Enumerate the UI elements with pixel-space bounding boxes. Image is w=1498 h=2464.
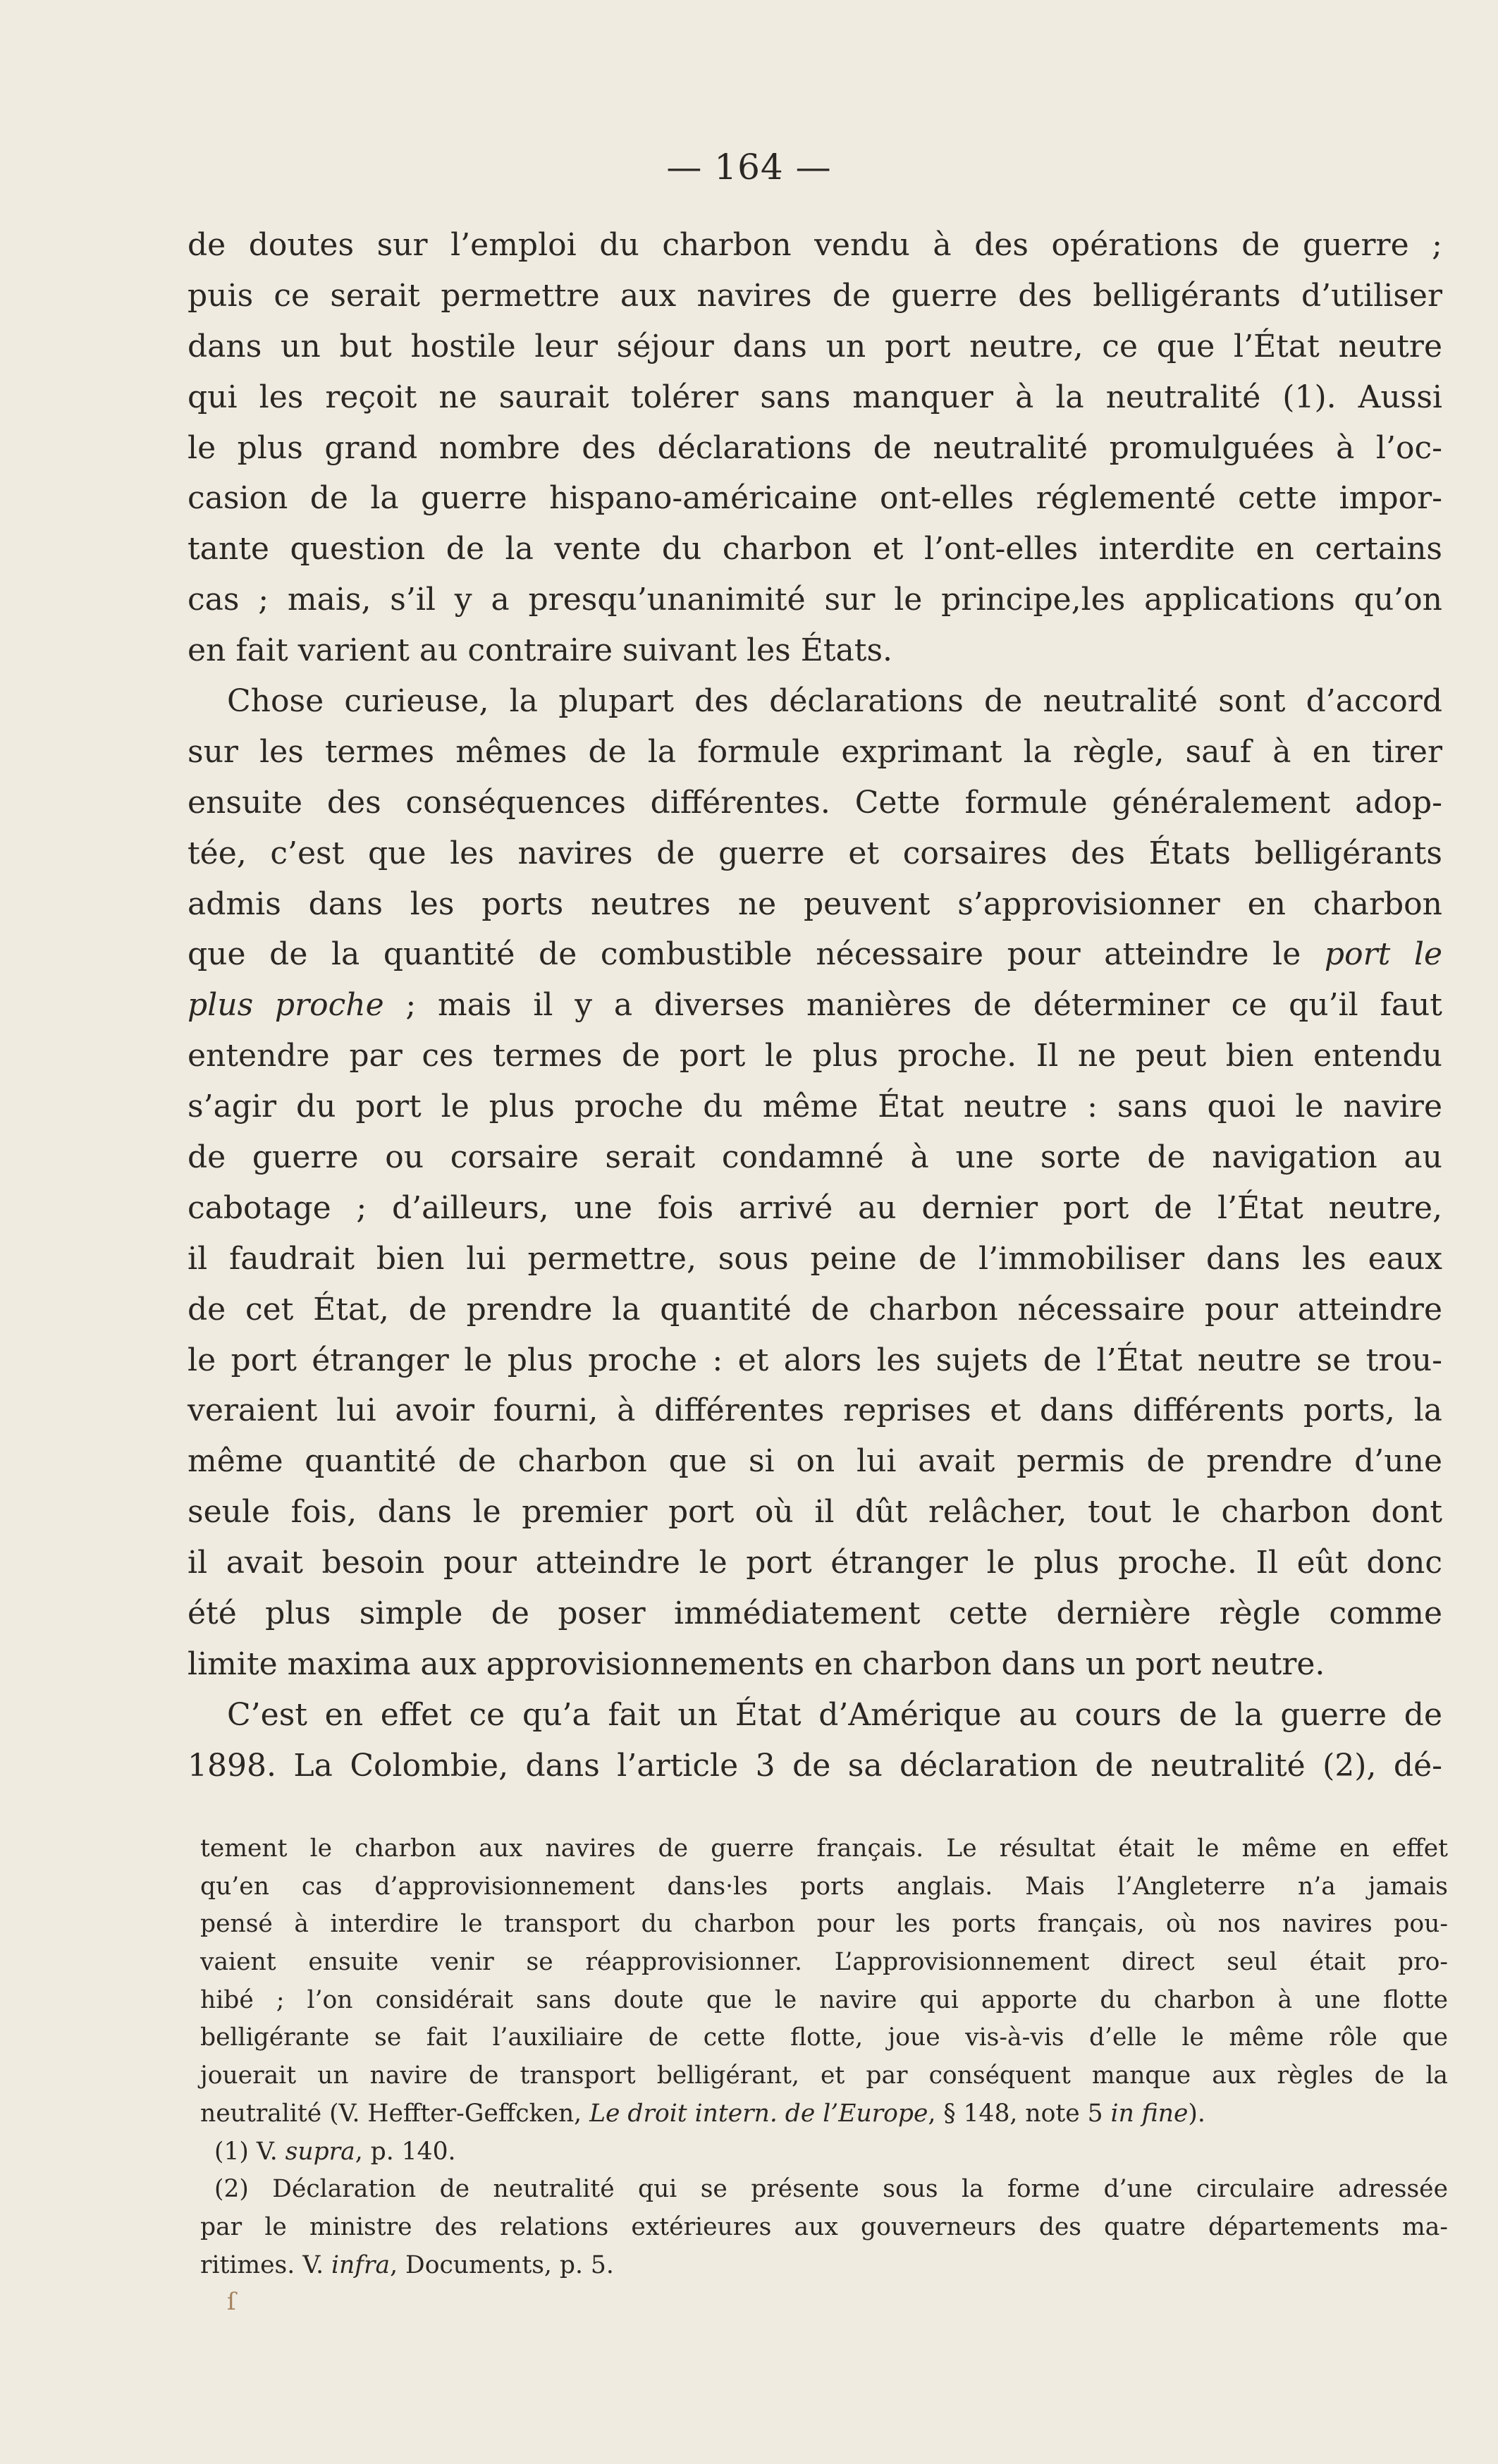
- body-line: de doutes sur l’emploi du charbon vendu à des opérations de guerre ;: [188, 227, 1442, 263]
- body-line: en fait varient au contraire suivant les États.: [188, 632, 893, 669]
- body-line: 1898. La Colombie, dans l’article 3 de sa déclaration de neutralité (2), dé-: [188, 1747, 1442, 1784]
- footnote-text-span: , Documents, p. 5.: [390, 2250, 614, 2279]
- body-line: il avait besoin pour atteindre le port étranger le plus proche. Il eût donc: [188, 1545, 1442, 1581]
- footnote-text-span: , § 148, note 5: [928, 2099, 1103, 2128]
- italic-phrase: plus proche: [188, 987, 384, 1024]
- footnote-text-span: (1) V.: [214, 2137, 278, 2166]
- italic-phrase: supra: [285, 2137, 355, 2166]
- footnote-line: qu’en cas d’approvisionnement dans·les ports anglais. Mais l’Angleterre n’a jamais: [200, 1872, 1448, 1901]
- body-line: ensuite des conséquences différentes. Cette formule généralement adop-: [188, 784, 1442, 821]
- body-line: seule fois, dans le premier port où il dût relâcher, tout le charbon dont: [188, 1494, 1442, 1531]
- footnote-line: pensé à interdire le transport du charbon pour les ports français, où nos navires pou-: [200, 1910, 1448, 1939]
- body-line: sur les termes mêmes de la formule exprimant la règle, sauf à en tirer: [188, 733, 1442, 770]
- body-text: [188, 220, 1442, 1791]
- footnote-line: [200, 2247, 1448, 2285]
- body-line: de cet État, de prendre la quantité de charbon nécessaire pour atteindre: [188, 1291, 1442, 1328]
- body-line: Chose curieuse, la plupart des déclarations de neutralité sont d’accord: [227, 683, 1442, 720]
- body-line: qui les reçoit ne saurait tolérer sans manquer à la neutralité (1). Aussi: [188, 379, 1442, 415]
- body-line: le plus grand nombre des déclarations de neutralité promulguées à l’oc-: [188, 429, 1442, 466]
- body-line: cabotage ; d’ailleurs, une fois arrivé au dernier port de l’État neutre,: [188, 1189, 1442, 1226]
- footnotes: [200, 1830, 1448, 2284]
- body-line: été plus simple de poser immédiatement cette dernière règle comme: [188, 1595, 1442, 1632]
- body-line: admis dans les ports neutres ne peuvent s’approvisionner en charbon: [188, 885, 1442, 922]
- body-line: dans un but hostile leur séjour dans un port neutre, ce que l’État neutre: [188, 328, 1442, 364]
- body-line: limite maxima aux approvisionnements en charbon dans un port neutre.: [188, 1645, 1325, 1682]
- footnote-line: [200, 2095, 1448, 2133]
- footnote-text-span: , p. 140.: [355, 2137, 456, 2166]
- body-line: cas ; mais, s’il y a presqu’unanimité sur le principe,les applications qu’on: [188, 582, 1442, 618]
- body-line: [188, 980, 1442, 1031]
- body-line: veraient lui avoir fourni, à différentes reprises et dans différents ports, la: [188, 1392, 1442, 1429]
- body-text-span: que de la quantité de combustible nécessaire pour atteindre le: [188, 936, 1301, 973]
- body-line: de guerre ou corsaire serait condamné à une sorte de navigation au: [188, 1139, 1442, 1176]
- footnote-text-span: neutralité (V. Heffter-Geffcken,: [200, 2099, 582, 2128]
- footnote-line: vaient ensuite venir se réapprovisionner. L’approvisionnement direct seul était pro-: [200, 1948, 1448, 1977]
- body-line: C’est en effet ce qu’a fait un État d’Amérique au cours de la guerre de: [227, 1696, 1442, 1733]
- body-line: il faudrait bien lui permettre, sous peine de l’immobiliser dans les eaux: [188, 1240, 1442, 1277]
- body-line: puis ce serait permettre aux navires de guerre des belligérants d’utiliser: [188, 277, 1442, 314]
- body-line: tante question de la vente du charbon et l’ont-elles interdite en certains: [188, 531, 1442, 568]
- page-number: — 164 —: [666, 147, 832, 188]
- body-line: [188, 929, 1442, 980]
- body-line: le port étranger le plus proche : et alors les sujets de l’État neutre se trou-: [188, 1342, 1442, 1378]
- footnote-line: hibé ; l’on considérait sans doute que le navire qui apporte du charbon à une flotte: [200, 1985, 1448, 2014]
- footnote-line: tement le charbon aux navires de guerre français. Le résultat était le même en effet: [200, 1834, 1448, 1863]
- footnote-line: jouerait un navire de transport belligérant, et par conséquent manque aux règles de la: [200, 2061, 1448, 2090]
- footnote-line: par le ministre des relations extérieures aux gouverneurs des quatre départements ma-: [200, 2212, 1448, 2241]
- italic-title: Le droit intern. de l’Europe: [589, 2099, 928, 2128]
- footnote-text-span: ).: [1188, 2099, 1205, 2128]
- footnote-line: belligérante se fait l’auxiliaire de cette flotte, joue vis-à-vis d’elle le même rôle que: [200, 2023, 1448, 2052]
- italic-phrase: port le: [1324, 936, 1443, 973]
- footnote-text-span: ritimes. V.: [200, 2250, 324, 2279]
- body-line: même quantité de charbon que si on lui avait permis de prendre d’une: [188, 1443, 1442, 1480]
- body-line: tée, c’est que les navires de guerre et corsaires des États belligérants: [188, 835, 1442, 871]
- italic-phrase: infra: [331, 2250, 391, 2279]
- body-line: casion de la guerre hispano-américaine ont-elles réglementé cette impor-: [188, 480, 1442, 517]
- body-text-span: ; mais il y a diverses manières de déterminer ce qu’il faut: [383, 987, 1442, 1024]
- body-line: entendre par ces termes de port le plus proche. Il ne peut bien entendu: [188, 1038, 1442, 1074]
- footnote-1: [200, 2133, 1448, 2171]
- italic-phrase: in fine: [1110, 2099, 1189, 2128]
- body-line: s’agir du port le plus proche du même État neutre : sans quoi le navire: [188, 1089, 1442, 1125]
- footnote-2: (2) Déclaration de neutralité qui se présente sous la forme d’une circulaire adressée: [214, 2175, 1448, 2204]
- stray-ink-mark: ſ: [227, 2288, 236, 2316]
